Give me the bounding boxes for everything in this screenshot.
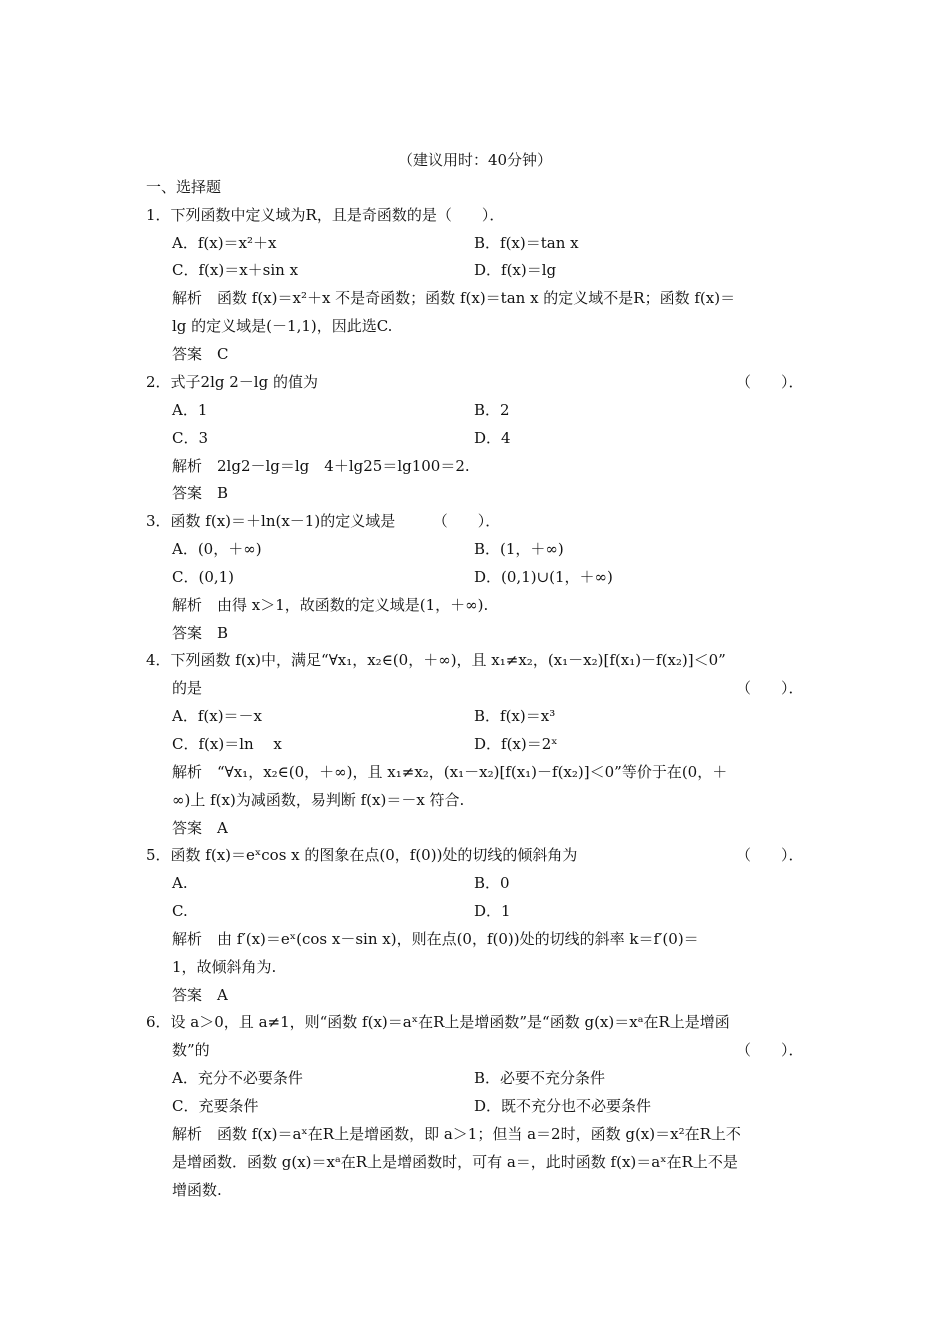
question-stem: 的是 xyxy=(172,679,203,697)
answer-blank: （ ）． xyxy=(736,679,804,697)
option-c: C．f(x)＝x＋sin x xyxy=(172,261,299,279)
analysis-line: 是增函数．函数 g(x)＝xᵃ在R上是增函数时，可有 a＝，此时函数 f(x)＝aˣ在R上不是 xyxy=(172,1153,738,1171)
analysis-line: lg 的定义域是(－1,1)，因此选C. xyxy=(172,317,393,335)
option-b: B．f(x)＝tan x xyxy=(474,234,579,252)
option-d: D．既不充分也不必要条件 xyxy=(474,1097,652,1115)
option-b: B．f(x)＝x³ xyxy=(474,707,556,725)
option-c: C．(0,1) xyxy=(172,568,235,586)
analysis-line: 解析 “∀x₁，x₂∈(0，＋∞)，且 x₁≠x₂，(x₁－x₂)[f(x₁)－f(x₂)]＜0”等价于在(0，＋ xyxy=(172,763,728,781)
answer-blank: （ ）． xyxy=(736,373,804,391)
answer-line: 答案 C xyxy=(172,345,229,363)
analysis-line: 解析 函数 f(x)＝x²＋x 不是奇函数；函数 f(x)＝tan x 的定义域不是R；函数 f(x)＝ xyxy=(172,289,736,307)
question-stem: 2．式子2lg 2－lg 的值为 xyxy=(146,373,318,391)
option-b: B．(1，＋∞) xyxy=(474,540,564,558)
question-stem: 1．下列函数中定义域为R，且是奇函数的是（ ）． xyxy=(146,206,505,224)
analysis-line: 解析 由 f′(x)＝eˣ(cos x－sin x)，则在点(0，f(0))处的切线的斜率 k＝f′(0)＝ xyxy=(172,930,699,948)
answer-blank: （ ）． xyxy=(736,846,804,864)
answer-line: 答案 B xyxy=(172,624,229,642)
answer-line: 答案 A xyxy=(172,819,228,837)
option-a: A. xyxy=(172,874,188,892)
answer-line: 答案 B xyxy=(172,484,229,502)
analysis-line: 解析 函数 f(x)＝aˣ在R上是增函数，即 a＞1；但当 a＝2时，函数 g(x)＝x²在R上不 xyxy=(172,1125,741,1143)
option-d: D．f(x)＝2ˣ xyxy=(474,735,558,753)
option-a: A．1 xyxy=(172,401,208,419)
option-a: A．f(x)＝－x xyxy=(172,707,263,725)
option-c: C．充要条件 xyxy=(172,1097,259,1115)
option-d: D．f(x)＝lg xyxy=(474,261,557,279)
analysis-line: 增函数. xyxy=(172,1181,222,1199)
question-stem: 3．函数 f(x)＝＋ln(x－1)的定义域是 （ ）． xyxy=(146,512,501,530)
option-a: A．f(x)＝x²＋x xyxy=(172,234,277,252)
answer-line: 答案 A xyxy=(172,986,228,1004)
analysis-line: 解析 由得 x＞1，故函数的定义域是(1，＋∞). xyxy=(172,596,489,614)
question-stem: 数”的 xyxy=(172,1041,210,1059)
section-heading: 一、选择题 xyxy=(146,178,222,196)
option-d: D．1 xyxy=(474,902,511,920)
option-b: B．必要不充分条件 xyxy=(474,1069,606,1087)
analysis-line: ∞)上 f(x)为减函数，易判断 f(x)＝－x 符合. xyxy=(172,791,465,809)
page-title: （建议用时：40分钟） xyxy=(397,151,553,169)
option-c: C. xyxy=(172,902,188,920)
option-c: C．3 xyxy=(172,429,209,447)
option-b: B．2 xyxy=(474,401,510,419)
option-d: D．4 xyxy=(474,429,511,447)
option-b: B．0 xyxy=(474,874,510,892)
option-a: A．(0，＋∞) xyxy=(172,540,262,558)
analysis-line: 解析 2lg2－lg＝lg 4＋lg25＝lg100＝2. xyxy=(172,457,470,475)
option-c: C．f(x)＝ln x xyxy=(172,735,282,753)
option-a: A．充分不必要条件 xyxy=(172,1069,303,1087)
analysis-line: 1，故倾斜角为. xyxy=(172,958,277,976)
question-stem: 6．设 a＞0，且 a≠1，则“函数 f(x)＝aˣ在R上是增函数”是“函数 g(x)＝xᵃ在R上是增函 xyxy=(146,1013,730,1031)
question-stem: 4．下列函数 f(x)中，满足“∀x₁，x₂∈(0，＋∞)，且 x₁≠x₂，(x₁－x₂)[f(x₁)－f(x₂)]＜0” xyxy=(146,651,726,669)
answer-blank: （ ）． xyxy=(736,1041,804,1059)
option-d: D．(0,1)∪(1，＋∞) xyxy=(474,568,613,586)
question-stem: 5．函数 f(x)＝eˣcos x 的图象在点(0，f(0))处的切线的倾斜角为 xyxy=(146,846,578,864)
